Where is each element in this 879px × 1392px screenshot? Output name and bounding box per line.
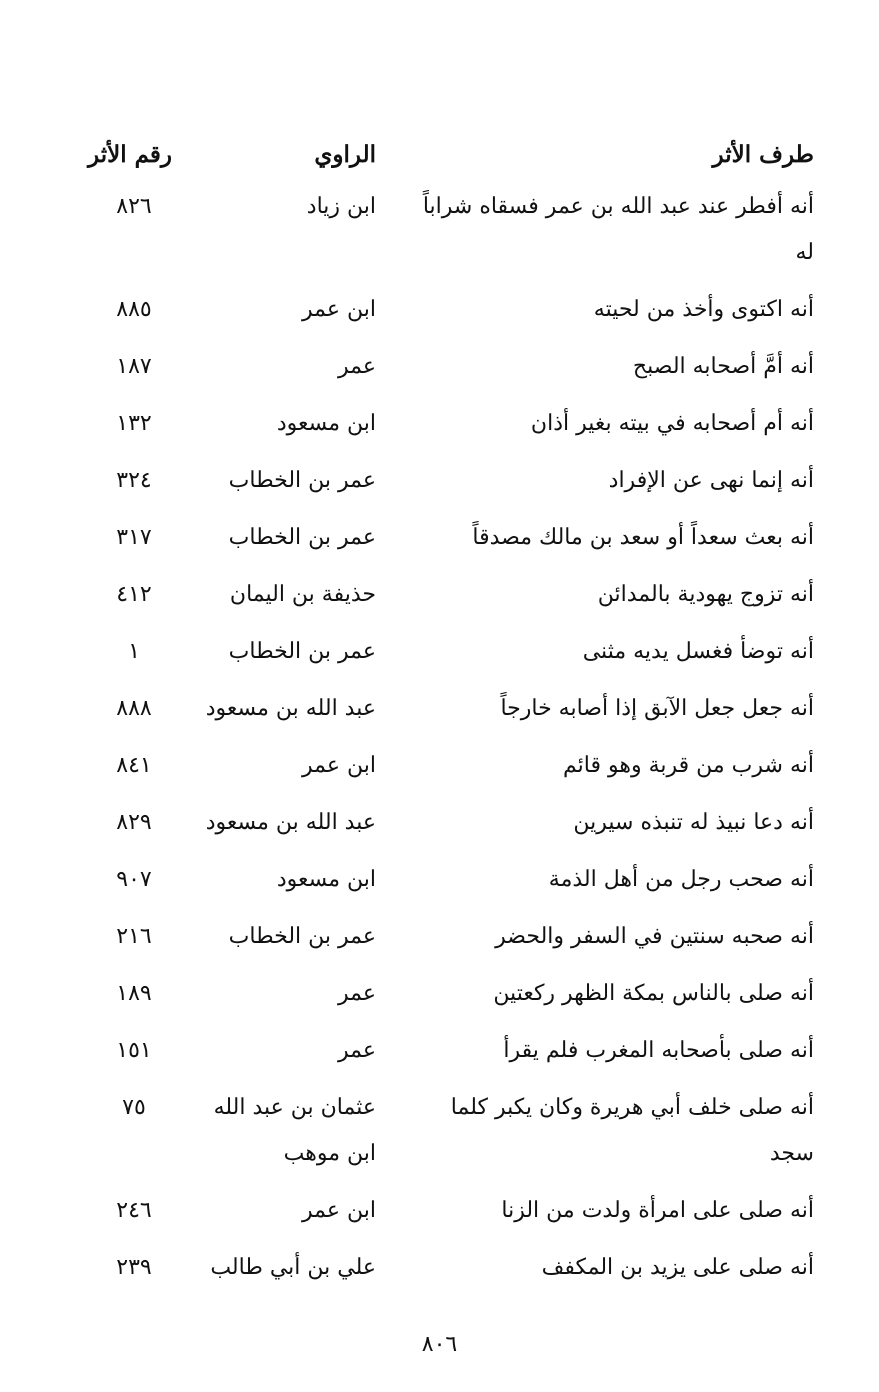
table-row: [88, 1028, 814, 1074]
athar-number: ١٥١: [116, 1038, 152, 1063]
athar-number: ١٨٧: [116, 354, 152, 379]
narrator: عبد الله بن مسعود: [205, 810, 376, 835]
athar-number: ١: [128, 639, 140, 664]
athar-number: ٨٢٩: [116, 810, 152, 835]
narrator: ابن زياد: [306, 194, 376, 219]
athar-text: أنه دعا نبيذ له تنبذه سيرين: [573, 810, 814, 835]
athar-text: أنه صلى بأصحابه المغرب فلم يقرأ: [503, 1038, 814, 1063]
narrator: عمر بن الخطاب: [228, 639, 376, 664]
page-number: ٨٠٦: [421, 1332, 458, 1357]
athar-number: ٢٤٦: [116, 1198, 152, 1223]
athar-number: ٣٢٤: [116, 468, 152, 493]
table-row: [88, 629, 814, 675]
athar-text: أنه بعث سعداً أو سعد بن مالك مصدقاً: [472, 525, 814, 550]
narrator: عثمان بن عبد الله ابن موهب: [213, 1095, 376, 1166]
table-row: [88, 515, 814, 561]
athar-number: ٣١٧: [116, 525, 152, 550]
table-row: [88, 857, 814, 903]
athar-number: ٨٢٦: [116, 194, 152, 219]
narrator: عمر: [338, 981, 376, 1006]
narrator: ابن عمر: [302, 753, 376, 778]
athar-number: ٢٣٩: [116, 1255, 152, 1280]
table-row: [88, 743, 814, 789]
athar-text: أنه صلى خلف أبي هريرة وكان يكبر كلما سجد: [450, 1095, 814, 1166]
athar-text: أنه اكتوى وأخذ من لحيته: [593, 297, 814, 322]
table-row: [88, 800, 814, 846]
athar-text: أنه تزوج يهودية بالمدائن: [597, 582, 814, 607]
athar-number: ٤١٢: [116, 582, 152, 607]
narrator: علي بن أبي طالب: [210, 1255, 376, 1280]
athar-text: أنه صلى على يزيد بن المكفف: [541, 1255, 814, 1280]
table-row: [88, 914, 814, 960]
athar-number: ٨٨٥: [116, 297, 152, 322]
narrator: ابن عمر: [302, 1198, 376, 1223]
table-row: [88, 1085, 814, 1177]
athar-number: ٢١٦: [116, 924, 152, 949]
header-athar-text: طرف الأثر: [712, 141, 814, 168]
narrator: عمر بن الخطاب: [228, 924, 376, 949]
narrator: ابن مسعود: [276, 867, 376, 892]
table-row: [88, 401, 814, 447]
narrator: عمر: [338, 1038, 376, 1063]
athar-number: ٩٠٧: [116, 867, 152, 892]
athar-text: أنه أفطر عند عبد الله بن عمر فسقاه شراباً له: [422, 194, 814, 265]
table-row: [88, 344, 814, 390]
athar-number: ١٨٩: [116, 981, 152, 1006]
table-row: [88, 458, 814, 504]
athar-text: أنه شرب من قربة وهو قائم: [563, 753, 814, 778]
narrator: ابن عمر: [302, 297, 376, 322]
athar-text: أنه صحبه سنتين في السفر والحضر: [495, 924, 814, 949]
header-athar-number: رقم الأثر: [88, 141, 173, 168]
narrator: عمر بن الخطاب: [228, 468, 376, 493]
table-row: [88, 572, 814, 618]
narrator: عبد الله بن مسعود: [205, 696, 376, 721]
table-header-row: [88, 132, 814, 184]
athar-text: أنه صحب رجل من أهل الذمة: [548, 867, 814, 892]
athar-text: أنه أمَّ أصحابه الصبح: [632, 354, 814, 379]
table-row: [88, 184, 814, 276]
athar-text: أنه أم أصحابه في بيته بغير أذان: [530, 411, 814, 436]
athar-number: ٨٤١: [116, 753, 152, 778]
table-row: [88, 1245, 814, 1291]
table-row: [88, 971, 814, 1017]
athar-text: أنه جعل جعل الآبق إذا أصابه خارجاً: [500, 696, 814, 721]
athar-text: أنه صلى على امرأة ولدت من الزنا: [501, 1198, 814, 1223]
athar-index-table: [88, 132, 814, 1302]
athar-number: ١٣٢: [116, 411, 152, 436]
athar-text: أنه توضأ فغسل يديه مثنى: [582, 639, 814, 664]
table-row: [88, 686, 814, 732]
narrator: عمر بن الخطاب: [228, 525, 376, 550]
athar-text: أنه إنما نهى عن الإفراد: [608, 468, 814, 493]
athar-number: ٧٥: [122, 1095, 146, 1120]
narrator: ابن مسعود: [276, 411, 376, 436]
athar-text: أنه صلى بالناس بمكة الظهر ركعتين: [493, 981, 814, 1006]
table-row: [88, 1188, 814, 1234]
narrator: عمر: [338, 354, 376, 379]
table-row: [88, 287, 814, 333]
header-narrator: الراوي: [314, 141, 376, 168]
athar-number: ٨٨٨: [116, 696, 152, 721]
narrator: حذيفة بن اليمان: [229, 582, 376, 607]
